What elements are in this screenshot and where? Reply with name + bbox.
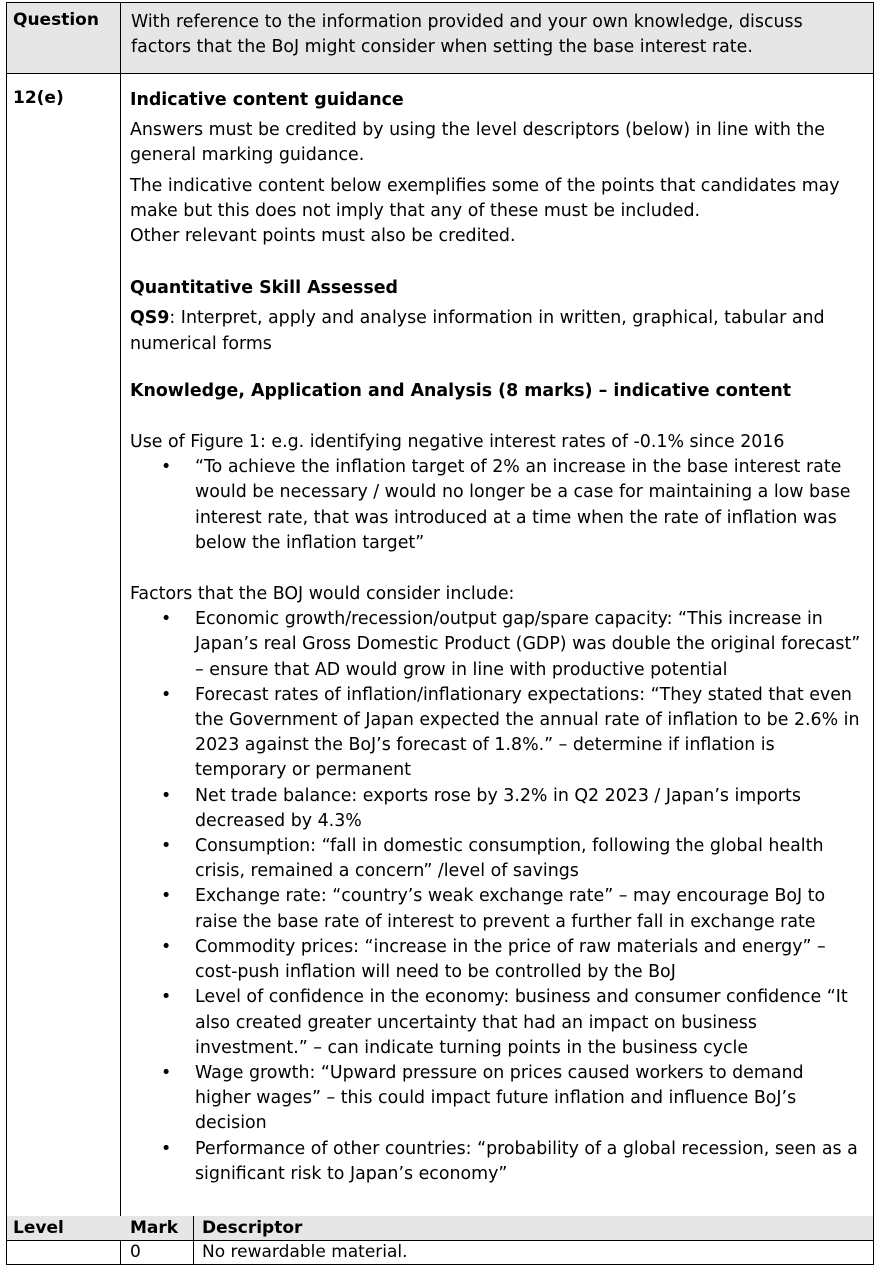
qs-description — [130, 306, 863, 356]
kaa-heading: Knowledge, Application and Analysis (8 marks) – indicative content — [130, 380, 792, 401]
figure-bullet-list — [130, 455, 863, 556]
bullet-icon: • — [161, 936, 172, 957]
qs-heading: Quantitative Skill Assessed — [130, 278, 398, 299]
list-item: • Performance of other countries: “probability of a global recession, seen as a significant risk to Japan’s economy” — [161, 1138, 858, 1184]
question-text: With reference to the information provided and your own knowledge, discuss factors that the BoJ might consider when setting the base interest rate. — [131, 12, 803, 57]
guidance-paragraph-1: Answers must be credited by using the level descriptors (below) in line with the general marking guidance. — [130, 120, 825, 166]
bullet-icon: • — [161, 457, 172, 478]
bullet-icon: • — [161, 1062, 172, 1083]
bullet-icon: • — [161, 836, 172, 857]
factors-bullet-list — [130, 607, 863, 1187]
bullet-icon: • — [161, 684, 172, 705]
header-mark: Mark — [121, 1216, 194, 1240]
qs-text: : Interpret, apply and analyse information in written, graphical, tabular and numerical forms — [130, 308, 825, 354]
list-item: • Wage growth: “Upward pressure on prices caused workers to demand higher wages” – this could impact future inflation and influence BoJ’s decision — [161, 1062, 804, 1134]
list-item: • Forecast rates of inflation/inflationary expectations: “They stated that even the Government of Japan expected the annual rate of inflation to be 2.6% in 2023 against the BoJ’s forecast of 1.8%.” – determine if inflation is temporary or permanent — [161, 684, 860, 781]
header-level: Level — [13, 1218, 64, 1238]
list-item: • Commodity prices: “increase in the price of raw materials and energy” – cost-push inflation will need to be controlled by the BoJ — [161, 936, 826, 983]
list-item: • Exchange rate: “country’s weak exchange rate” – may encourage BoJ to raise the base rate of interest to prevent a further fall in exchange rate — [161, 886, 826, 932]
indicative-content-row — [6, 74, 874, 1216]
factors-intro: Factors that the BOJ would consider include: — [130, 584, 515, 605]
guidance-paragraph-2 — [130, 174, 863, 250]
list-item: • Economic growth/recession/output gap/spare capacity: “This increase in Japan’s real Gross Domestic Product (GDP) was double the original forecast” – ensure that AD would grow in line with productive potential — [161, 609, 861, 680]
bullet-icon: • — [161, 987, 172, 1008]
question-number: 12(e) — [7, 74, 121, 1216]
question-label: Question — [7, 3, 121, 73]
list-item: • Consumption: “fall in domestic consumption, following the global health crisis, remained a concern” /level of savings — [161, 836, 824, 882]
bullet-icon: • — [161, 1138, 172, 1159]
question-row — [6, 2, 874, 74]
header-descriptor: Descriptor — [202, 1218, 303, 1238]
table-row — [7, 1241, 873, 1264]
indicative-content — [121, 74, 873, 1216]
level-table-header — [7, 1216, 873, 1241]
figure-intro: Use of Figure 1: e.g. identifying negative interest rates of -0.1% since 2016 — [130, 432, 785, 453]
cell-mark: 0 — [121, 1241, 194, 1264]
bullet-icon: • — [161, 609, 172, 630]
level-descriptor-table — [6, 1216, 874, 1265]
list-item: • Net trade balance: exports rose by 3.2% in Q2 2023 / Japan’s imports decreased by 4.3% — [161, 785, 801, 831]
guidance-paragraph-2-line-2: Other relevant points must also be credited. — [130, 226, 516, 247]
indicative-heading: Indicative content guidance — [130, 90, 404, 110]
qs-code: QS9 — [130, 308, 170, 329]
guidance-paragraph-2-line-1: The indicative content below exemplifies some of the points that candidates may make but this does not imply that any of these must be included. — [130, 175, 840, 221]
cell-level — [7, 1241, 121, 1264]
list-item: • Level of confidence in the economy: business and consumer confidence “It also created greater uncertainty that had an impact on business investment.” – can indicate turning points in the business cycle — [161, 987, 848, 1058]
cell-descriptor: No rewardable material. — [202, 1242, 408, 1262]
bullet-icon: • — [161, 886, 172, 907]
list-item: • “To achieve the inflation target of 2% an increase in the base interest rate would be necessary / would no longer be a case for maintaining a low base interest rate, that was introduced at a time when the rate of inflation was below the inflation target” — [161, 457, 851, 553]
bullet-icon: • — [161, 785, 172, 806]
mark-scheme-document — [6, 2, 874, 1265]
